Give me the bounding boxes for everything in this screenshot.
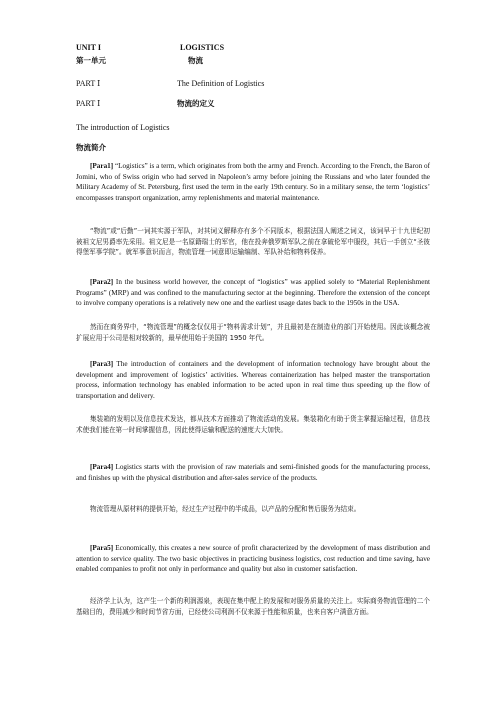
unit-heading-zh (76, 56, 203, 66)
paragraph-5-zh: 经济学上认为，这产生一个新的利润源泉，表现在集中配上的发展和对服务质量的关注上。实际商务物流管理的二个基础目的，费用减少和时间节省方面，已经使公司利润不仅来源于性能和质量，也来自客户满意方面。 (76, 597, 430, 616)
paragraph-text: Economically, this creates a new source of profit characterized by the development of mass distribution and attention to service quality. The two basic objectives in practicing business logistics, cost reduction and time saving, have enabled companies to profit not only in performance and quality but also in customer satisfaction. (76, 544, 430, 574)
paragraph-tag: [Para3] (90, 360, 114, 368)
unit-title-zh: 物流 (188, 56, 203, 65)
part-label: PART Ⅰ (76, 79, 101, 88)
unit-label-zh: 第一单元 (76, 56, 106, 65)
paragraph-1-en (76, 161, 430, 203)
part-title: The Definition of Logistics (177, 79, 265, 88)
paragraph-tag: [Para2] (90, 278, 114, 286)
part-label-zh: PART Ⅰ (76, 99, 101, 108)
paragraph-2-zh: 然而在商务界中，“物流管理”的概念仅仅用于“物料需求计划”，并且最初是在制造业的部门开始使用。因此该概念被扩展应用于公司是相对较新的，最早使用始于美国的 1950 年代。 (76, 323, 430, 342)
paragraph-3-zh: 集装箱的发明以及信息技术发达，都从技术方面推动了物流活动的发展。集装箱化有助于货主掌握运输过程，信息技术使我们能在第一时间掌握信息，因此使得运输和配送的速度大大加快。 (76, 415, 430, 434)
paragraph-text: Logistics starts with the provision of raw materials and semi-finished goods for the manufacturing process, and finishes up with the physical distribution and after-sales service of the products. (76, 463, 430, 482)
part-heading-zh (76, 99, 215, 109)
intro-title-zh: 物流简介 (76, 143, 106, 152)
paragraph-4-en (76, 462, 430, 483)
part-heading (76, 79, 265, 89)
paragraph-5-en (76, 543, 430, 575)
unit-label: UNIT I (76, 43, 101, 52)
paragraph-1-zh: “物流”或“后勤”一词其实源于军队，对其词义解释亦有多个不同版本，根据法国人阐述之词义，该词早于十九世纪初被祖文尼男爵率先采用。祖文尼是一名原籍瑞士的军官，他在投奔俄罗斯军队之前在拿破伦军中服役，其后一手创立“圣彼得堡军事学院”。就军事意识而言，物流管理一词意即运输编制、军队补给和物料保养。 (76, 227, 430, 257)
paragraph-tag: [Para4] (90, 463, 114, 471)
paragraph-text: The introduction of containers and the development of information technology have brought about the development and improvement of logistics’ activities. Whereas containerization has helped master the transportation process, information technology has enabled information to be acted upon in real time thus speeding up the flow of transportation and delivery. (76, 360, 430, 400)
paragraph-text: In the business world however, the concept of “logistics” was applied solely to “Material Replenishment Programs” (MRP) and was confined to the manufacturing sector at the beginning. Therefore the extension of the concept to involve company operations is a relatively new one and the earliest usage dates back to the 1950s in the USA. (76, 278, 430, 308)
part-title-zh: 物流的定义 (177, 99, 215, 108)
unit-title: LOGISTICS (180, 43, 225, 52)
paragraph-4-zh: 物流管理从原材料的提供开始，经过生产过程中的半成品，以产品的分配和售后服务为结束。 (90, 505, 361, 513)
intro-title: The introduction of Logistics (76, 123, 170, 132)
paragraph-tag: [Para1] (90, 162, 114, 170)
unit-heading (76, 43, 225, 53)
paragraph-3-en (76, 359, 430, 401)
paragraph-text: “Logistics” is a term, which originates from both the army and French. According to the French, the Baron of Jomini, who of Swiss origin who had served in Napoleon’s army before joining the Russians and who later founded the Military Academy of St. Petersburg, first used the term in the early 19th century. So in a military sense, the term ‘logistics’ encompasses transport organization, army replenishments and material maintenance. (76, 162, 430, 202)
paragraph-2-en (76, 277, 430, 309)
paragraph-tag: [Para5] (90, 544, 114, 552)
